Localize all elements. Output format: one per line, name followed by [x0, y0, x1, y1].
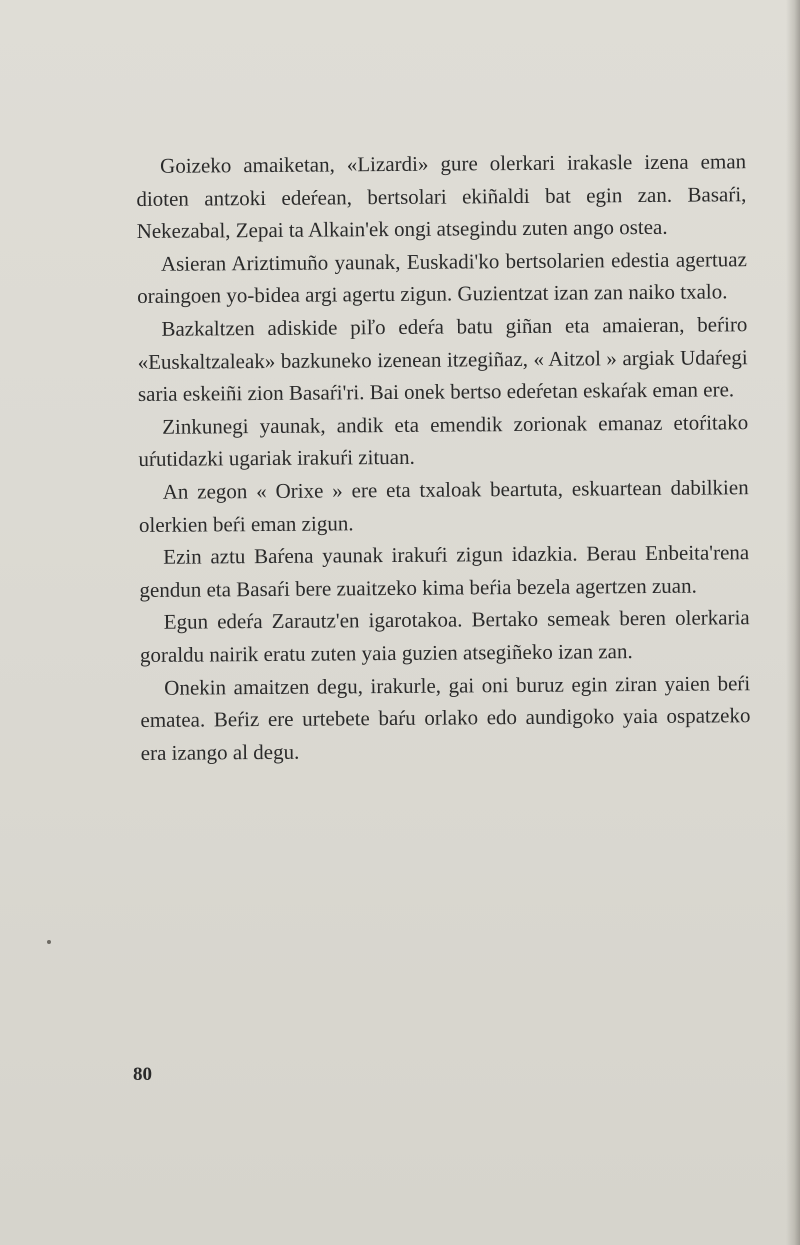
page-number: 80 — [133, 1064, 152, 1085]
paragraph: Ezin aztu Baŕena yaunak irakuŕi zigun idazkia. Berau Enbeita'rena gendun eta Basaŕi bere zuaitzeko kima beŕia bezela agertzen zuan. — [139, 540, 750, 602]
paragraph: Bazkaltzen adiskide piľo edeŕa batu giñan eta amaieran, beŕiro «Euskaltzaleak» bazkuneko izenean itzegiñaz, « Aitzol » argiak Udaŕegi saria eskeiñi zion Basaŕi'ri. Bai onek bertso edeŕetan eskaŕak eman ere. — [137, 312, 748, 407]
paragraph: Egun edeŕa Zarautz'en igarotakoa. Bertako semeak beren olerkaria goraldu nairik eratu zuten yaia guzien atsegiñeko izan zan. — [139, 605, 750, 667]
paragraph: Goizeko amaiketan, «Lizardi» gure olerkari irakasle izena eman dioten antzoki edeŕean, bertsolari ekiñaldi bat egin zan. Basaŕi, Nekezabal, Zepai ta Alkain'ek ongi atsegindu zuten ango ostea. — [136, 149, 747, 244]
page-edge-shadow — [786, 0, 800, 1245]
ink-speck — [47, 940, 51, 944]
paragraph: An zegon « Orixe » ere eta txaloak beartuta, eskuartean dabilkien olerkien beŕi eman zigun. — [138, 475, 749, 537]
paragraph: Asieran Ariztimuño yaunak, Euskadi'ko bertsolarien edestia agertuaz oraingoen yo-bidea argi agertu zigun. Guzientzat izan zan naiko txalo. — [137, 246, 747, 309]
body-text — [136, 145, 751, 769]
paragraph: Onekin amaitzen degu, irakurle, gai oni buruz egin ziran yaien beŕi ematea. Beŕiz ere urtebete baŕu orlako edo aundigoko yaia ospatzeko era izango al degu. — [140, 670, 751, 765]
paragraph: Zinkunegi yaunak, andik eta emendik zorionak emanaz etoŕitako uŕutidazki ugariak irakuŕi zituan. — [138, 409, 749, 472]
